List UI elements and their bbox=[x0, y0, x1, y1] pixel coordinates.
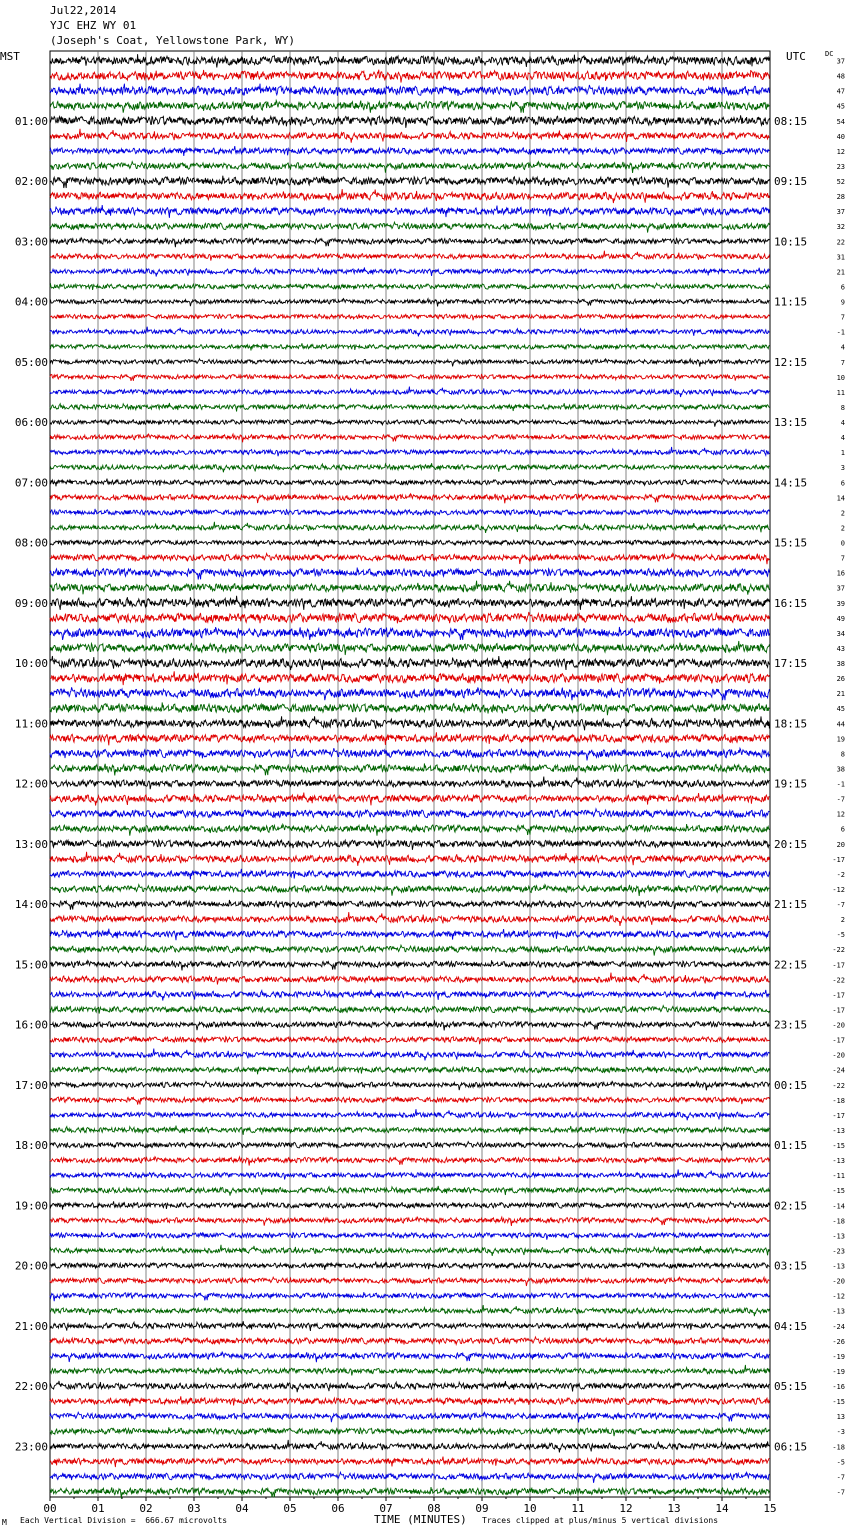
seismic-trace bbox=[50, 1217, 769, 1226]
right-hour-label: 22:15 bbox=[774, 958, 808, 972]
dc-offset-label: -13 bbox=[832, 1232, 845, 1241]
right-hour-label: 12:15 bbox=[774, 355, 808, 369]
scale-note: Each Vertical Division = 666.67 microvolts bbox=[20, 1516, 228, 1525]
seismic-trace bbox=[50, 1292, 769, 1301]
left-hour-label: 04:00 bbox=[14, 295, 48, 309]
seismic-trace bbox=[50, 1126, 769, 1135]
seismic-trace bbox=[50, 656, 769, 670]
seismic-trace bbox=[50, 387, 769, 397]
dc-offset-label: -12 bbox=[832, 885, 845, 894]
seismic-trace bbox=[50, 1352, 769, 1362]
dc-offset-label: 7 bbox=[840, 358, 845, 367]
left-hour-label: 09:00 bbox=[14, 596, 48, 610]
x-tick-label: 07 bbox=[379, 1502, 393, 1515]
dc-offset-label: -15 bbox=[832, 1398, 845, 1407]
seismic-trace bbox=[50, 479, 769, 487]
dc-offset-label: -7 bbox=[836, 1488, 845, 1497]
dc-label: DC bbox=[825, 50, 834, 58]
seismic-trace bbox=[50, 554, 769, 565]
dc-offset-label: -22 bbox=[832, 976, 845, 985]
seismic-trace bbox=[50, 716, 769, 730]
trace-layer bbox=[50, 54, 769, 1498]
seismic-trace bbox=[50, 612, 769, 623]
seismic-trace bbox=[50, 54, 769, 67]
left-hour-label: 08:00 bbox=[14, 536, 48, 550]
dc-offset-label: 44 bbox=[836, 720, 845, 729]
seismic-trace bbox=[50, 1245, 769, 1256]
left-hour-label: 06:00 bbox=[14, 416, 48, 430]
seismic-trace bbox=[50, 84, 769, 96]
seismic-trace bbox=[50, 732, 769, 745]
dc-offset-label: -5 bbox=[836, 931, 845, 940]
seismic-trace bbox=[50, 1037, 769, 1045]
dc-offset-label: -13 bbox=[832, 1126, 845, 1135]
seismic-trace bbox=[50, 1049, 769, 1061]
x-tick-label: 05 bbox=[283, 1502, 297, 1515]
seismic-trace bbox=[50, 176, 769, 188]
left-hour-label: 13:00 bbox=[14, 837, 48, 851]
seismic-trace bbox=[50, 1262, 769, 1270]
dc-offset-label: 21 bbox=[836, 268, 845, 277]
dc-offset-label: -26 bbox=[832, 1337, 845, 1346]
dc-offset-label: 38 bbox=[836, 765, 845, 774]
x-tick-label: 01 bbox=[91, 1502, 105, 1515]
right-hour-label: 09:15 bbox=[774, 175, 808, 189]
dc-offset-label: 2 bbox=[840, 509, 845, 518]
dc-offset-label: 1 bbox=[840, 449, 845, 458]
dc-offset-label: -16 bbox=[832, 1383, 845, 1392]
left-hour-label: 15:00 bbox=[14, 958, 48, 972]
left-hour-label: 23:00 bbox=[14, 1440, 48, 1454]
dc-offset-label: 21 bbox=[836, 690, 845, 699]
seismic-trace bbox=[50, 1427, 769, 1436]
seismic-trace bbox=[50, 945, 769, 955]
header-date: Jul22,2014 bbox=[50, 4, 117, 17]
seismic-trace bbox=[50, 1232, 769, 1240]
dc-offset-label: 10 bbox=[836, 373, 845, 382]
dc-offset-label: 9 bbox=[840, 298, 845, 307]
dc-offset-label: 6 bbox=[840, 283, 845, 292]
dc-offset-label: 11 bbox=[836, 388, 845, 397]
dc-offset-label: -17 bbox=[832, 991, 845, 1000]
dc-offset-label: -7 bbox=[836, 901, 845, 910]
seismic-trace bbox=[50, 1201, 769, 1209]
dc-offset-label: -7 bbox=[836, 1473, 845, 1482]
dc-offset-label: -11 bbox=[832, 1172, 845, 1181]
dc-offset-label: -22 bbox=[832, 1081, 845, 1090]
left-hour-label: 18:00 bbox=[14, 1139, 48, 1153]
seismic-trace bbox=[50, 568, 769, 580]
dc-offset-label: 23 bbox=[836, 162, 845, 171]
right-hour-label: 00:15 bbox=[774, 1078, 808, 1092]
seismic-trace bbox=[50, 494, 769, 504]
right-hour-label: 10:15 bbox=[774, 235, 808, 249]
seismic-trace bbox=[50, 777, 769, 790]
seismic-trace bbox=[50, 359, 769, 367]
right-hour-label: 17:15 bbox=[774, 657, 808, 671]
dc-offset-label: 8 bbox=[840, 750, 845, 759]
dc-offset-label: -19 bbox=[832, 1367, 845, 1376]
dc-offset-label: -23 bbox=[832, 1247, 845, 1256]
dc-offset-label: -22 bbox=[832, 946, 845, 955]
seismic-trace bbox=[50, 1321, 769, 1331]
dc-offset-label: 4 bbox=[840, 434, 845, 443]
seismic-trace bbox=[50, 1186, 769, 1196]
seismic-trace bbox=[50, 900, 769, 910]
left-hour-label: 21:00 bbox=[14, 1319, 48, 1333]
left-hour-label: 22:00 bbox=[14, 1380, 48, 1394]
seismic-trace bbox=[50, 129, 769, 143]
dc-offset-label: -15 bbox=[832, 1187, 845, 1196]
seismic-trace bbox=[50, 327, 769, 337]
right-hour-label: 23:15 bbox=[774, 1018, 808, 1032]
dc-offset-label: -13 bbox=[832, 1262, 845, 1271]
left-timezone-label: MST bbox=[0, 50, 20, 63]
seismic-trace bbox=[50, 1440, 769, 1453]
left-hour-label: 19:00 bbox=[14, 1199, 48, 1213]
seismic-trace bbox=[50, 251, 769, 261]
dc-offset-label: 2 bbox=[840, 524, 845, 533]
dc-offset-label: 6 bbox=[840, 479, 845, 488]
seismic-trace bbox=[50, 522, 769, 533]
seismic-trace bbox=[50, 671, 769, 685]
seismic-trace bbox=[50, 793, 769, 806]
dc-offset-label: 38 bbox=[836, 660, 845, 669]
dc-offset-label: -5 bbox=[836, 1458, 845, 1467]
seismic-trace bbox=[50, 509, 769, 517]
left-hour-label: 10:00 bbox=[14, 657, 48, 671]
seismic-trace bbox=[50, 852, 769, 866]
x-tick-label: 08 bbox=[427, 1502, 441, 1515]
seismic-trace bbox=[50, 960, 769, 970]
right-hour-label: 02:15 bbox=[774, 1199, 808, 1213]
dc-offset-label: -17 bbox=[832, 855, 845, 864]
dc-offset-label: 45 bbox=[836, 705, 845, 714]
dc-offset-label: -2 bbox=[836, 870, 845, 879]
x-tick-label: 02 bbox=[139, 1502, 153, 1515]
dc-offset-label: 48 bbox=[836, 72, 845, 81]
seismic-trace bbox=[50, 581, 769, 595]
seismic-trace bbox=[50, 824, 769, 836]
right-hour-label: 11:15 bbox=[774, 295, 808, 309]
dc-offset-label: -1 bbox=[836, 780, 845, 789]
dc-offset-label: 2 bbox=[840, 916, 845, 925]
dc-offset-label: -24 bbox=[832, 1066, 845, 1075]
x-tick-label: 04 bbox=[235, 1502, 249, 1515]
dc-offset-label: 52 bbox=[836, 178, 845, 187]
left-hour-label: 11:00 bbox=[14, 717, 48, 731]
x-tick-label: 15 bbox=[763, 1502, 777, 1515]
dc-offset-label: -17 bbox=[832, 1006, 845, 1015]
left-hour-label: 14:00 bbox=[14, 898, 48, 912]
seismic-trace bbox=[50, 1337, 769, 1345]
dc-offset-label: -14 bbox=[832, 1202, 845, 1211]
left-hour-label: 16:00 bbox=[14, 1018, 48, 1032]
seismic-trace bbox=[50, 1096, 769, 1104]
x-tick-label: 11 bbox=[571, 1502, 585, 1515]
left-hour-label: 07:00 bbox=[14, 476, 48, 490]
seismic-trace bbox=[50, 1109, 769, 1120]
seismic-trace bbox=[50, 1006, 769, 1014]
right-hour-label: 19:15 bbox=[774, 777, 808, 791]
x-tick-label: 13 bbox=[667, 1502, 681, 1515]
x-tick-label: 06 bbox=[331, 1502, 345, 1515]
dc-offset-label: -19 bbox=[832, 1352, 845, 1361]
seismic-trace bbox=[50, 839, 769, 849]
left-hour-label: 17:00 bbox=[14, 1078, 48, 1092]
right-hour-label: 18:15 bbox=[774, 717, 808, 731]
dc-offset-label: 45 bbox=[836, 102, 845, 111]
x-tick-label: 03 bbox=[187, 1502, 201, 1515]
seismic-trace bbox=[50, 748, 769, 760]
corner-mark: M bbox=[2, 1518, 7, 1527]
x-tick-label: 00 bbox=[43, 1502, 57, 1515]
seismic-trace bbox=[50, 1081, 769, 1090]
seismic-trace bbox=[50, 100, 769, 113]
dc-offset-label: -17 bbox=[832, 1036, 845, 1045]
left-hour-label: 12:00 bbox=[14, 777, 48, 791]
seismic-trace bbox=[50, 70, 769, 83]
x-axis-title: TIME (MINUTES) bbox=[374, 1513, 467, 1526]
right-hour-label: 01:15 bbox=[774, 1139, 808, 1153]
dc-offset-label: -1 bbox=[836, 328, 845, 337]
seismic-trace bbox=[50, 205, 769, 218]
seismic-trace bbox=[50, 912, 769, 926]
dc-offset-label: 34 bbox=[836, 629, 845, 638]
seismic-trace bbox=[50, 403, 769, 412]
seismic-trace bbox=[50, 283, 769, 290]
dc-offset-label: 31 bbox=[836, 253, 845, 262]
right-hour-label: 14:15 bbox=[774, 476, 808, 490]
seismic-trace bbox=[50, 596, 769, 610]
dc-offset-label: -17 bbox=[832, 1111, 845, 1120]
dc-offset-label: 37 bbox=[836, 57, 845, 66]
left-hour-label: 03:00 bbox=[14, 235, 48, 249]
seismic-trace bbox=[50, 1305, 769, 1316]
seismic-trace bbox=[50, 115, 769, 128]
clip-note: Traces clipped at plus/minus 5 vertical divisions bbox=[482, 1516, 719, 1525]
right-hour-label: 06:15 bbox=[774, 1440, 808, 1454]
dc-offset-label: -20 bbox=[832, 1051, 845, 1060]
right-hour-label: 15:15 bbox=[774, 536, 808, 550]
dc-offset-label: 49 bbox=[836, 614, 845, 623]
dc-offset-label: 54 bbox=[836, 117, 845, 126]
seismic-trace bbox=[50, 641, 769, 655]
dc-offset-label: 28 bbox=[836, 193, 845, 202]
seismic-trace bbox=[50, 1277, 769, 1286]
grid-layer bbox=[50, 51, 770, 1501]
right-hour-label: 21:15 bbox=[774, 898, 808, 912]
x-tick-label: 10 bbox=[523, 1502, 537, 1515]
dc-offset-label: 7 bbox=[840, 313, 845, 322]
seismic-trace bbox=[50, 885, 769, 896]
header-location: (Joseph's Coat, Yellowstone Park, WY) bbox=[50, 34, 296, 47]
dc-offset-label: 47 bbox=[836, 87, 845, 96]
seismic-trace bbox=[50, 539, 769, 547]
label-layer bbox=[15, 58, 845, 1515]
seismic-trace bbox=[50, 1142, 769, 1151]
left-hour-label: 20:00 bbox=[14, 1259, 48, 1273]
dc-offset-label: 12 bbox=[836, 147, 845, 156]
seismic-trace bbox=[50, 1412, 769, 1422]
seismic-trace bbox=[50, 990, 769, 1001]
seismic-trace bbox=[50, 763, 769, 775]
dc-offset-label: -18 bbox=[832, 1217, 845, 1226]
left-hour-label: 02:00 bbox=[14, 175, 48, 189]
dc-offset-label: 12 bbox=[836, 810, 845, 819]
dc-offset-label: -15 bbox=[832, 1142, 845, 1151]
dc-offset-label: 22 bbox=[836, 238, 845, 247]
seismic-trace bbox=[50, 463, 769, 472]
right-hour-label: 03:15 bbox=[774, 1259, 808, 1273]
dc-offset-label: 13 bbox=[836, 1413, 845, 1422]
seismic-trace bbox=[50, 238, 769, 248]
dc-offset-label: 14 bbox=[836, 494, 845, 503]
dc-offset-label: -12 bbox=[832, 1292, 845, 1301]
seismic-trace bbox=[50, 1381, 769, 1392]
right-hour-label: 04:15 bbox=[774, 1319, 808, 1333]
dc-offset-label: 6 bbox=[840, 825, 845, 834]
seismic-trace bbox=[50, 343, 769, 350]
dc-offset-label: 7 bbox=[840, 554, 845, 563]
x-tick-label: 12 bbox=[619, 1502, 633, 1515]
dc-offset-label: 4 bbox=[840, 343, 845, 352]
seismic-trace bbox=[50, 627, 769, 640]
seismic-trace bbox=[50, 374, 769, 381]
dc-offset-label: -13 bbox=[832, 1157, 845, 1166]
x-tick-label: 09 bbox=[475, 1502, 489, 1515]
dc-offset-label: 16 bbox=[836, 569, 845, 578]
dc-offset-label: -3 bbox=[836, 1428, 845, 1437]
dc-offset-label: 32 bbox=[836, 223, 845, 232]
seismic-trace bbox=[50, 162, 769, 173]
seismic-trace bbox=[50, 1396, 769, 1406]
dc-offset-label: 19 bbox=[836, 735, 845, 744]
right-timezone-label: UTC bbox=[786, 50, 806, 63]
dc-offset-label: 20 bbox=[836, 840, 845, 849]
seismic-trace bbox=[50, 929, 769, 941]
seismic-trace bbox=[50, 702, 769, 715]
seismic-trace bbox=[50, 267, 769, 276]
seismic-trace bbox=[50, 1365, 769, 1376]
dc-offset-label: -20 bbox=[832, 1277, 845, 1286]
dc-offset-label: 4 bbox=[840, 419, 845, 428]
right-hour-label: 05:15 bbox=[774, 1380, 808, 1394]
dc-offset-label: 39 bbox=[836, 599, 845, 608]
seismic-trace bbox=[50, 222, 769, 232]
left-hour-label: 05:00 bbox=[14, 355, 48, 369]
seismic-trace bbox=[50, 434, 769, 443]
dc-offset-label: -18 bbox=[832, 1096, 845, 1105]
dc-offset-label: 8 bbox=[840, 403, 845, 412]
dc-offset-label: -18 bbox=[832, 1443, 845, 1452]
dc-offset-label: -20 bbox=[832, 1021, 845, 1030]
dc-offset-label: -13 bbox=[832, 1307, 845, 1316]
dc-offset-label: -7 bbox=[836, 795, 845, 804]
right-hour-label: 16:15 bbox=[774, 596, 808, 610]
seismic-trace bbox=[50, 809, 769, 818]
dc-offset-label: 0 bbox=[840, 539, 845, 548]
dc-offset-label: 37 bbox=[836, 584, 845, 593]
dc-offset-label: 26 bbox=[836, 675, 845, 684]
seismic-trace bbox=[50, 1021, 769, 1031]
seismic-trace bbox=[50, 1157, 769, 1166]
seismic-trace bbox=[50, 314, 769, 320]
seismic-trace bbox=[50, 869, 769, 879]
left-hour-label: 01:00 bbox=[14, 114, 48, 128]
seismic-trace bbox=[50, 687, 769, 700]
seismic-trace bbox=[50, 189, 769, 203]
right-hour-label: 08:15 bbox=[774, 114, 808, 128]
seismic-trace bbox=[50, 447, 769, 456]
seismic-trace bbox=[50, 299, 769, 307]
dc-offset-label: 37 bbox=[836, 208, 845, 217]
seismic-trace bbox=[50, 1457, 769, 1468]
seismic-trace bbox=[50, 419, 769, 427]
dc-offset-label: 3 bbox=[840, 464, 845, 473]
seismic-trace bbox=[50, 1066, 769, 1075]
seismic-trace bbox=[50, 1170, 769, 1180]
right-hour-label: 13:15 bbox=[774, 416, 808, 430]
dc-offset-label: 43 bbox=[836, 644, 845, 653]
header-channel: YJC EHZ WY 01 bbox=[50, 19, 137, 32]
dc-offset-label: -24 bbox=[832, 1322, 845, 1331]
right-hour-label: 20:15 bbox=[774, 837, 808, 851]
dc-offset-label: -17 bbox=[832, 961, 845, 970]
x-tick-label: 14 bbox=[715, 1502, 729, 1515]
seismic-trace bbox=[50, 1472, 769, 1483]
seismic-trace bbox=[50, 973, 769, 985]
seismic-trace bbox=[50, 146, 769, 156]
dc-offset-label: 40 bbox=[836, 132, 845, 141]
